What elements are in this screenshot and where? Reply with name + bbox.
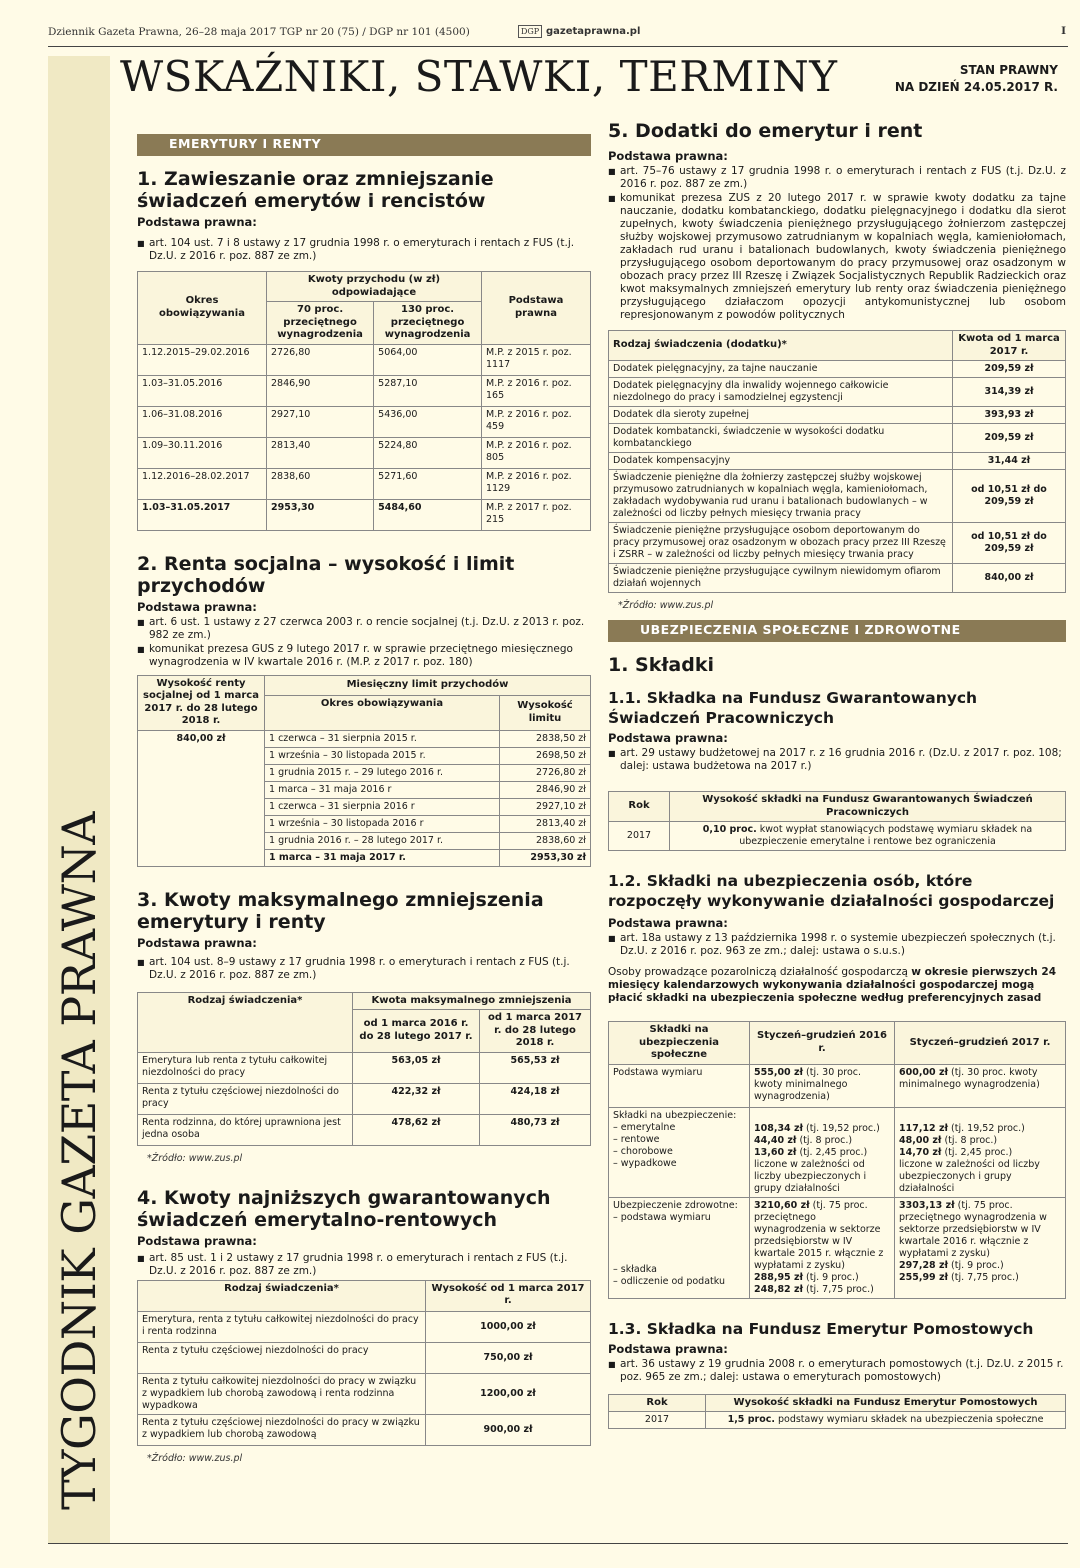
value-text: (tj. 9 proc.): [948, 1259, 1004, 1271]
benefit-cell: Emerytura lub renta z tytułu całkowitej niezdolności do pracy: [138, 1052, 353, 1083]
list-item: ■ art. 36 ustawy z 19 grudnia 2008 r. o emeryturach pomostowych (t.j. Dz.U. z 2015 r. poz. 965 ze zm.; dalej: ustawa o emeryturach pomostowych): [608, 1358, 1066, 1384]
rent-amount: 840,00 zł: [138, 730, 265, 866]
table-cell: 1.03–31.05.2017: [138, 499, 267, 530]
table-header: 70 proc. przeciętnego wynagrodzenia: [267, 302, 374, 345]
section-s1-title: 1. Składki: [608, 654, 714, 676]
value-text: podstawy wymiaru składek na ubezpieczenia społeczne: [774, 1414, 1044, 1425]
table-cell: M.P. z 2016 r. poz. 165: [482, 375, 591, 406]
table-header: Wysokość od 1 marca 2017 r.: [426, 1280, 591, 1311]
value-bold: 3303,13 zł: [899, 1199, 955, 1211]
amount-cell: 1200,00 zł: [426, 1373, 591, 1414]
benefit-cell: Świadczenie pieniężne dla żołnierzy zastępczej służby wojskowej przymusowo zatrudnianych w kopalniach węgla, kamieniołomach, zakładach wydobywania rud uranu i batalionach budowlanych – w zależności od liczby pełnych miesięcy trwania pracy: [609, 470, 953, 523]
dgp-logo-icon: DGP: [518, 25, 542, 38]
limit-cell: 2927,10 zł: [500, 798, 591, 815]
period-cell: 1 września – 30 listopada 2015 r.: [265, 747, 500, 764]
table-row: [609, 361, 1066, 378]
value-bold: 14,70 zł: [899, 1146, 942, 1158]
benefit-cell: Renta z tytułu częściowej niezdolności do pracy: [138, 1342, 426, 1373]
publication-info: Dziennik Gazeta Prawna, 26–28 maja 2017 TGP nr 20 (75) / DGP nr 101 (4500): [48, 26, 470, 38]
benefit-cell: Dodatek pielęgnacyjny dla inwalidy wojennego całkowicie niezdolnego do pracy i samodzielnej egzystencji: [609, 378, 953, 407]
limit-cell: 2953,30 zł: [500, 849, 591, 866]
table-row: [609, 407, 1066, 424]
period-cell: 1 września – 30 listopada 2016 r: [265, 815, 500, 832]
table-row: [138, 437, 591, 468]
table-row: [138, 406, 591, 437]
source-note: *Źródło: www.zus.pl: [147, 1452, 243, 1464]
benefit-cell: Renta z tytułu częściowej niezdolności do pracy w związku z wypadkiem lub chorobą zawodową: [138, 1414, 426, 1445]
section-1-basis-list: [137, 237, 591, 263]
section-4-title: 4. Kwoty najniższych gwarantowanych świadczeń emerytalno-rentowych: [137, 1186, 551, 1231]
label-line: – podstawa wymiaru: [613, 1211, 711, 1223]
section-1-2-table: [608, 1021, 1066, 1299]
section-2-basis-list: [137, 616, 591, 669]
table-row: [609, 1412, 1066, 1429]
source-note: *Źródło: www.zus.pl: [618, 600, 714, 611]
period-cell: 1 marca – 31 maja 2016 r: [265, 781, 500, 798]
source-note: *Źródło: www.zus.pl: [147, 1152, 243, 1164]
benefit-cell: Dodatek kompensacyjny: [609, 453, 953, 470]
table-header: Podstawa prawna: [482, 272, 591, 345]
amount-cell: 422,32 zł: [353, 1083, 480, 1114]
table-cell: 5287,10: [374, 375, 482, 406]
section-3-basis-list: [137, 956, 591, 982]
label-line: – emerytalne: [613, 1121, 676, 1133]
value-bold: 297,28 zł: [899, 1259, 949, 1271]
table-row: [138, 1052, 591, 1083]
section-5-title: 5. Dodatki do emerytur i rent: [608, 120, 923, 142]
section-1-3-basis-list: [608, 1358, 1066, 1384]
section-5-table: [608, 330, 1066, 593]
section-1-title: 1. Zawieszanie oraz zmniejszanie świadczeń emerytów i rencistów: [137, 168, 494, 212]
section-5-basis-list: [608, 165, 1066, 322]
table-cell: M.P. z 2016 r. poz. 1129: [482, 468, 591, 499]
value-line: [754, 1284, 890, 1296]
table-row: [609, 822, 1066, 851]
section-4-table: [137, 1280, 591, 1446]
table-cell: 2927,10: [267, 406, 374, 437]
table-row: [609, 1107, 1066, 1197]
value-line: [899, 1260, 1061, 1272]
table-cell: 1.06–31.08.2016: [138, 406, 267, 437]
value-text: (tj. 19,52 proc.): [803, 1122, 880, 1134]
table-header: Kwota maksymalnego zmniejszenia: [353, 992, 591, 1010]
section-1-3-basis-label: Podstawa prawna:: [608, 1341, 728, 1356]
value-bold: 13,60 zł: [754, 1146, 797, 1158]
table-row: [138, 468, 591, 499]
table-cell: M.P. z 2016 r. poz. 459: [482, 406, 591, 437]
list-item: ■ komunikat prezesa GUS z 9 lutego 2017 r. w sprawie przeciętnego miesięcznego wynagrodzenia w IV kwartale 2016 r. (M.P. z 2017 r. poz. 180): [137, 643, 591, 669]
value-cell: [895, 1197, 1066, 1298]
table-cell: M.P. z 2016 r. poz. 805: [482, 437, 591, 468]
label-line: – składka: [613, 1263, 657, 1275]
table-row: [609, 523, 1066, 564]
section-1-1-title: 1.1. Składka na Fundusz Gwarantowanych Świadczeń Pracowniczych: [608, 689, 978, 727]
value-cell: [750, 1197, 895, 1298]
limit-cell: 2726,80 zł: [500, 764, 591, 781]
value-line: [754, 1135, 890, 1147]
table-header: Składki na ubezpieczenia społeczne: [609, 1022, 750, 1065]
value-bold: 248,82 zł: [754, 1283, 804, 1295]
value-line: [754, 1272, 890, 1284]
legal-status-line2: NA DZIEŃ 24.05.2017 R.: [894, 80, 1058, 94]
footer-rule: [48, 1543, 1068, 1544]
table-cell: 5224,80: [374, 437, 482, 468]
year-cell: 2017: [609, 822, 670, 851]
value-text: (tj. 8 proc.): [941, 1134, 998, 1146]
table-row: [138, 730, 591, 747]
value-text: (tj. 19,52 proc.): [948, 1122, 1025, 1134]
row-label: [609, 1197, 750, 1298]
label-line: Ubezpieczenie zdrowotne:: [613, 1199, 738, 1211]
value-text: (tj. 9 proc.): [803, 1271, 859, 1283]
section-band-insurance: UBEZPIECZENIA SPOŁECZNE I ZDROWOTNE: [608, 620, 1066, 642]
year-cell: 2017: [609, 1412, 706, 1429]
sidebar-title: TYGODNIK GAZETA PRAWNA: [52, 811, 106, 1510]
benefit-cell: Renta rodzinna, do której uprawniona jest jedna osoba: [138, 1114, 353, 1145]
value-bold: 44,40 zł: [754, 1134, 797, 1146]
table-header: Rodzaj świadczenia (dodatku)*: [609, 331, 953, 361]
amount-cell: 31,44 zł: [953, 453, 1066, 470]
label-line: – wypadkowe: [613, 1157, 677, 1169]
value-text: liczone w zależności od liczby ubezpieczonych i grupy działalności: [899, 1158, 1040, 1194]
benefit-cell: Dodatek pielęgnacyjny, za tajne nauczanie: [609, 361, 953, 378]
label-line: Składki na ubezpieczenie:: [613, 1109, 737, 1121]
table-header: Okres obowiązywania: [138, 272, 267, 345]
table-header: Rodzaj świadczenia*: [138, 1280, 426, 1311]
legal-status: [895, 62, 1058, 96]
value-line: [899, 1272, 1061, 1284]
table-row: [138, 375, 591, 406]
page-header: [48, 22, 1068, 44]
section-2-basis-label: Podstawa prawna:: [137, 599, 257, 614]
value-bold: 1,5 proc.: [727, 1414, 775, 1425]
table-header: Rodzaj świadczenia*: [138, 992, 353, 1052]
benefit-cell: Dodatek dla sieroty zupełnej: [609, 407, 953, 424]
period-cell: 1 czerwca – 31 sierpnia 2016 r: [265, 798, 500, 815]
value-line: [754, 1200, 890, 1272]
amount-cell: 565,53 zł: [480, 1052, 591, 1083]
value-bold: 3210,60 zł: [754, 1199, 810, 1211]
section-1-1-basis-label: Podstawa prawna:: [608, 731, 728, 745]
table-cell: M.P. z 2015 r. poz. 1117: [482, 344, 591, 375]
section-3-basis-label: Podstawa prawna:: [137, 935, 257, 950]
table-cell: 5064,00: [374, 344, 482, 375]
section-1-2-basis-label: Podstawa prawna:: [608, 916, 728, 930]
value-line: [899, 1135, 1061, 1147]
value-line: [899, 1159, 1061, 1195]
amount-cell: 424,18 zł: [480, 1083, 591, 1114]
value-bold: 0,10 proc.: [702, 824, 757, 835]
period-cell: 1 grudnia 2016 r. – 28 lutego 2017 r.: [265, 832, 500, 849]
intro-bold: w okresie pierwszych 24 miesięcy kalendarzowych wykonywania działalności gospodarczej mogą płacić składki na ubezpieczenia społeczne według preferencyjnych zasad: [608, 966, 1057, 1004]
limit-cell: 2698,50 zł: [500, 747, 591, 764]
legal-status-line1: STAN PRAWNY: [959, 63, 1058, 77]
section-1-3-table: [608, 1394, 1066, 1430]
value-text: (tj. 75 proc. przeciętnego wynagrodzenia w sektorze przedsiębiorstw w IV kwartale 2016 r. włącznie z wypłatami z zysku): [899, 1199, 1047, 1259]
table-header: Rok: [609, 1394, 706, 1412]
amount-cell: 314,39 zł: [953, 378, 1066, 407]
table-row: [138, 1373, 591, 1414]
table-header: 130 proc. przeciętnego wynagrodzenia: [374, 302, 482, 345]
table-header: Kwoty przychodu (w zł) odpowiadające: [267, 272, 482, 302]
value-bold: 288,95 zł: [754, 1271, 804, 1283]
value-bold: 117,12 zł: [899, 1122, 949, 1134]
section-3-title: 3. Kwoty maksymalnego zmniejszenia emerytury i renty: [137, 888, 544, 933]
table-row: [609, 470, 1066, 523]
value-text: liczone w zależności od liczby ubezpieczonych i grupy działalności: [754, 1158, 867, 1194]
limit-cell: 2813,40 zł: [500, 815, 591, 832]
table-row: [609, 1197, 1066, 1298]
table-row: [138, 499, 591, 530]
amount-cell: 1000,00 zł: [426, 1311, 591, 1342]
section-5-basis-label: Podstawa prawna:: [608, 149, 728, 163]
table-row: [609, 564, 1066, 593]
table-row: [138, 1311, 591, 1342]
value-line: [899, 1200, 1061, 1260]
right-column: [608, 120, 1066, 1429]
table-header: Wysokość składki na Fundusz Emerytur Pomostowych: [706, 1394, 1066, 1412]
amount-cell: 480,73 zł: [480, 1114, 591, 1145]
table-cell: 1.03–31.05.2016: [138, 375, 267, 406]
list-item: ■ art. 18a ustawy z 13 października 1998 r. o systemie ubezpieczeń społecznych (t.j. Dz.U. z 2016 r. poz. 963 ze zm.; dalej: ustawa o s.u.s.): [608, 932, 1066, 958]
table-cell: 1.12.2015–29.02.2016: [138, 344, 267, 375]
table-cell: M.P. z 2017 r. poz. 215: [482, 499, 591, 530]
value-bold: 555,00 zł: [754, 1066, 804, 1078]
value-text: (tj. 8 proc.): [796, 1134, 853, 1146]
value-text: (tj. 7,75 proc.): [948, 1271, 1019, 1283]
amount-cell: 393,93 zł: [953, 407, 1066, 424]
list-item: ■ art. 85 ust. 1 i 2 ustawy z 17 grudnia 1998 r. o emeryturach i rentach z FUS (t.j. Dz.U. z 2016 r. poz. 887 ze zm.): [137, 1252, 591, 1278]
value-text: (tj. 75 proc. przeciętnego wynagrodzenia w sektorze przedsiębiorstw w IV kwartale 2015 r. włącznie z wypłatami z zysku): [754, 1199, 884, 1271]
table-cell: 2726,80: [267, 344, 374, 375]
section-2-title: 2. Renta socjalna – wysokość i limit przychodów: [137, 552, 515, 597]
intro-text: Osoby prowadzące pozarolniczą działalność gospodarczą: [608, 966, 912, 978]
table-row: [138, 1414, 591, 1445]
amount-cell: od 10,51 zł do 209,59 zł: [953, 523, 1066, 564]
table-header: Wysokość limitu: [500, 695, 591, 730]
table-header: Styczeń–grudzień 2016 r.: [750, 1022, 895, 1065]
row-label: [609, 1107, 750, 1197]
list-item: ■ art. 104 ust. 7 i 8 ustawy z 17 grudnia 1998 r. o emeryturach i rentach z FUS (t.j. Dz.U. z 2016 r. poz. 887 ze zm.): [137, 237, 591, 263]
amount-cell: od 10,51 zł do 209,59 zł: [953, 470, 1066, 523]
value-text: (tj. 7,75 proc.): [803, 1283, 874, 1295]
value-cell: [750, 1064, 895, 1107]
limit-cell: 2838,60 zł: [500, 832, 591, 849]
table-cell: 1.12.2016–28.02.2017: [138, 468, 267, 499]
amount-cell: 478,62 zł: [353, 1114, 480, 1145]
benefit-cell: Świadczenie pieniężne przysługujące osobom deportowanym do pracy przymusowej oraz osadzonym w obozach pracy przez III Rzeszę i ZSRR – w zależności od liczby pełnych miesięcy trwania pracy: [609, 523, 953, 564]
table-row: [609, 453, 1066, 470]
list-item: ■ art. 104 ust. 8–9 ustawy z 17 grudnia 1998 r. o emeryturach i rentach z FUS (t.j. Dz.U. z 2016 r. poz. 887 ze zm.): [137, 956, 591, 982]
table-header: od 1 marca 2017 r. do 28 lutego 2018 r.: [480, 1010, 591, 1053]
section-1-basis-label: Podstawa prawna:: [137, 215, 257, 229]
section-2-table: [137, 675, 591, 867]
section-1-table: [137, 271, 591, 531]
table-cell: 2953,30: [267, 499, 374, 530]
table-row: [138, 1114, 591, 1145]
table-cell: 1.09–30.11.2016: [138, 437, 267, 468]
table-row: [609, 1064, 1066, 1107]
table-cell: 2838,60: [267, 468, 374, 499]
list-item: ■ komunikat prezesa ZUS z 20 lutego 2017 r. w sprawie kwoty dodatku za tajne nauczanie, dodatku kombatanckiego, dodatku pielęgnacyjnego i dodatku dla sierot zupełnych, kwoty świadczenia pieniężnego przysługującego żołnierzom zastępczej służby wojskowej przymusowo zatrudnianym w kopalniach węgla, kamieniołomach, zakładach rud uranu i batalionach budowlanych, kwoty świadczenia pieniężnego przysługującego osobom deportowanym do pracy przymusowej oraz osadzonym w obozach pracy przez III Rzeszę i Związek Socjalistycznych Republik Radzieckich oraz kwot maksymalnych zmniejszeń emerytury lub renty oraz świadczenia pieniężnego przysługującego działaczom opozycji antykomunistycznej lub osobom represjonowanym z powodów politycznych: [608, 192, 1066, 322]
amount-cell: 750,00 zł: [426, 1342, 591, 1373]
table-header: od 1 marca 2016 r. do 28 lutego 2017 r.: [353, 1010, 480, 1053]
page-number: I: [1061, 25, 1066, 37]
section-1-2-title: 1.2. Składki na ubezpieczenia osób, które rozpoczęły wykonywanie działalności gospodarczej: [608, 872, 1055, 910]
value-bold: 255,99 zł: [899, 1271, 949, 1283]
value-line: [899, 1147, 1061, 1159]
table-row: [609, 378, 1066, 407]
limit-cell: 2838,50 zł: [500, 730, 591, 747]
benefit-cell: Emerytura, renta z tytułu całkowitej niezdolności do pracy i renta rodzinna: [138, 1311, 426, 1342]
value-line: [754, 1123, 890, 1135]
table-header: Okres obowiązywania: [265, 695, 500, 730]
section-1-3-title: 1.3. Składka na Fundusz Emerytur Pomostowych: [608, 1319, 1034, 1338]
value-bold: 48,00 zł: [899, 1134, 942, 1146]
section-4-basis-label: Podstawa prawna:: [137, 1233, 257, 1248]
table-row: [609, 424, 1066, 453]
value-text: (tj. 30 proc. kwoty minimalnego wynagrodzenia): [754, 1066, 862, 1102]
table-cell: 5271,60: [374, 468, 482, 499]
table-header: Styczeń–grudzień 2017 r.: [895, 1022, 1066, 1065]
table-header: Rok: [609, 792, 670, 822]
table-row: [138, 344, 591, 375]
benefit-cell: Renta z tytułu całkowitej niezdolności do pracy w związku z wypadkiem lub chorobą zawodową i renta rodzinna wypadkowa: [138, 1373, 426, 1414]
value-cell: [895, 1064, 1066, 1107]
value-text: (tj. 2,45 proc.): [941, 1146, 1013, 1158]
value-bold: 108,34 zł: [754, 1122, 804, 1134]
value-text: kwot wypłat stanowiących podstawę wymiaru składek na ubezpieczenie emerytalne i rentowe bez ograniczenia: [739, 824, 1033, 847]
value-cell: [670, 822, 1066, 851]
header-rule: [48, 46, 1068, 47]
amount-cell: 563,05 zł: [353, 1052, 480, 1083]
value-cell: [706, 1412, 1066, 1429]
row-label: Podstawa wymiaru: [609, 1064, 750, 1107]
section-3-table: [137, 992, 591, 1146]
table-cell: 5436,00: [374, 406, 482, 437]
section-1-2-intro: [608, 966, 1066, 1005]
value-line: [754, 1147, 890, 1159]
table-cell: 5484,60: [374, 499, 482, 530]
value-cell: [750, 1107, 895, 1197]
amount-cell: 840,00 zł: [953, 564, 1066, 593]
page-title: WSKAŹNIKI, STAWKI, TERMINY: [120, 52, 838, 101]
value-line: [899, 1123, 1061, 1135]
section-1-1-basis-list: [608, 747, 1066, 773]
section-band-pensions: EMERYTURY I RENTY: [137, 134, 591, 156]
benefit-cell: Świadczenie pieniężne przysługujące cywilnym niewidomym ofiarom działań wojennych: [609, 564, 953, 593]
table-row: [138, 1342, 591, 1373]
amount-cell: 209,59 zł: [953, 424, 1066, 453]
amount-cell: 900,00 zł: [426, 1414, 591, 1445]
site-link[interactable]: gazetaprawna.pl: [546, 26, 641, 37]
list-item: ■ art. 75–76 ustawy z 17 grudnia 1998 r. o emeryturach i rentach z FUS (t.j. Dz.U. z 2016 r. poz. 887 ze zm.): [608, 165, 1066, 191]
limit-cell: 2846,90 zł: [500, 781, 591, 798]
period-cell: 1 grudnia 2015 r. – 29 lutego 2016 r.: [265, 764, 500, 781]
table-cell: 2813,40: [267, 437, 374, 468]
amount-cell: 209,59 zł: [953, 361, 1066, 378]
left-column: [137, 134, 591, 1465]
period-cell: 1 marca – 31 maja 2017 r.: [265, 849, 500, 866]
table-cell: 2846,90: [267, 375, 374, 406]
list-item: ■ art. 29 ustawy budżetowej na 2017 r. z 16 grudnia 2016 r. (Dz.U. z 2017 r. poz. 108; dalej: ustawa budżetowa na 2017 r.): [608, 747, 1066, 773]
label-line: – rentowe: [613, 1133, 660, 1145]
list-item: ■ art. 6 ust. 1 ustawy z 27 czerwca 2003 r. o rencie socjalnej (t.j. Dz.U. z 2013 r. poz. 982 ze zm.): [137, 616, 591, 642]
section-4-basis-list: [137, 1252, 591, 1278]
table-header: Kwota od 1 marca 2017 r.: [953, 331, 1066, 361]
benefit-cell: Dodatek kombatancki, świadczenie w wysokości dodatku kombatanckiego: [609, 424, 953, 453]
table-row: [138, 1083, 591, 1114]
value-bold: 600,00 zł: [899, 1066, 949, 1078]
table-header: Miesięczny limit przychodów: [265, 675, 591, 695]
section-1-2-basis-list: [608, 932, 1066, 958]
label-line: – odliczenie od podatku: [613, 1275, 725, 1287]
label-line: – chorobowe: [613, 1145, 673, 1157]
table-header: Wysokość renty socjalnej od 1 marca 2017 r. do 28 lutego 2018 r.: [138, 675, 265, 730]
value-line: [754, 1159, 890, 1195]
benefit-cell: Renta z tytułu częściowej niezdolności do pracy: [138, 1083, 353, 1114]
section-1-1-table: [608, 791, 1066, 851]
value-text: (tj. 2,45 proc.): [796, 1146, 868, 1158]
value-text: (tj. 30 proc. kwoty minimalnego wynagrodzenia): [899, 1066, 1040, 1090]
period-cell: 1 czerwca – 31 sierpnia 2015 r.: [265, 730, 500, 747]
table-header: Wysokość składki na Fundusz Gwarantowanych Świadczeń Pracowniczych: [670, 792, 1066, 822]
value-cell: [895, 1107, 1066, 1197]
